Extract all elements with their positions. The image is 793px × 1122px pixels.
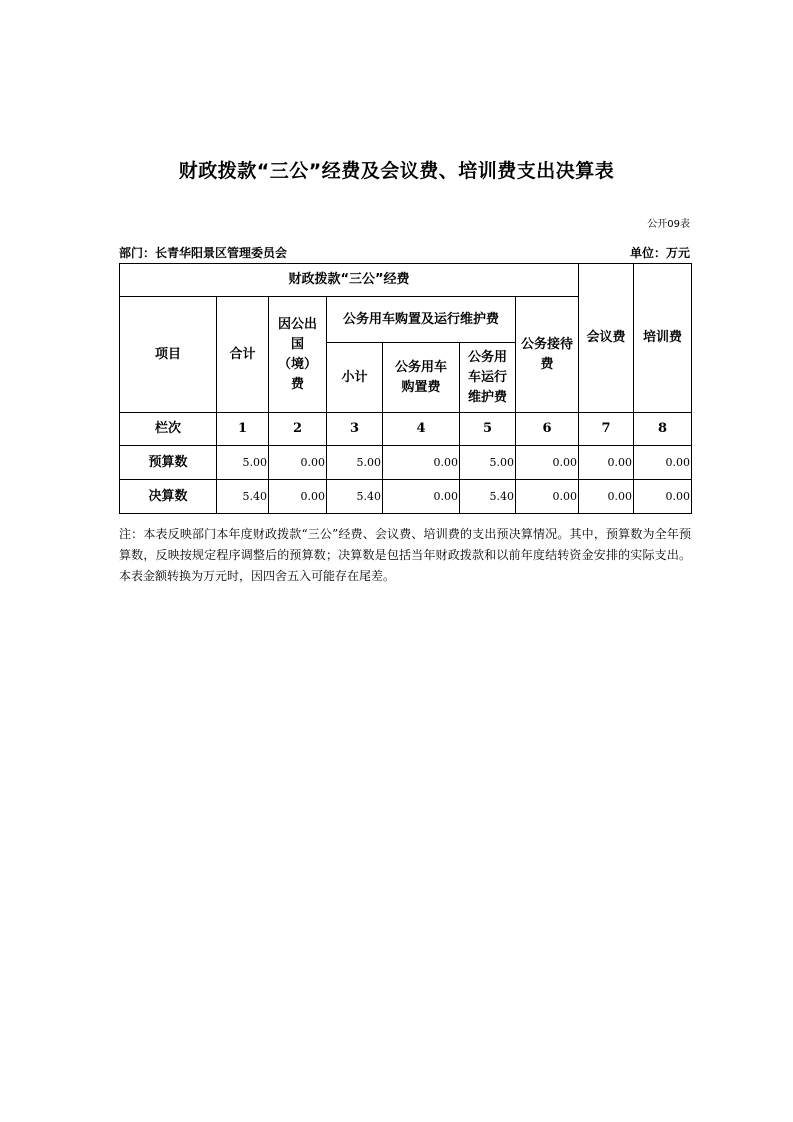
value-cell: 0.00: [516, 480, 579, 514]
header-vehicle-group: 公务用车购置及运行维护费: [327, 297, 516, 343]
unit-label: 单位：万元: [629, 246, 690, 260]
header-item: 项目: [120, 297, 217, 413]
row-label-final: 决算数: [120, 480, 217, 514]
page-title: 财政拨款“三公”经费及会议费、培训费支出决算表: [178, 160, 615, 182]
table-footnote: 注：本表反映部门本年度财政拨款“三公”经费、会议费、培训费的支出预决算情况。其中，预算数为全年预算数，反映按规定程序调整后的预算数；决算数是包括当年财政拨款和以前年度结转资金安排的实际支出。本表金额转换为万元时，因四舍五入可能存在尾差。: [119, 527, 691, 583]
value-cell: 0.00: [634, 446, 692, 480]
row-label-budget: 预算数: [120, 446, 217, 480]
value-cell: 5.00: [217, 446, 269, 480]
header-subtotal: 小计: [327, 343, 383, 413]
department-label: 部门：长青华阳景区管理委员会: [119, 246, 288, 260]
header-training: 培训费: [634, 264, 692, 413]
index-cell: 5: [460, 413, 516, 446]
table-row-budget: [120, 446, 692, 480]
value-cell: 5.40: [327, 480, 383, 514]
value-cell: 5.40: [217, 480, 269, 514]
value-cell: 5.00: [460, 446, 516, 480]
value-cell: 0.00: [579, 446, 634, 480]
value-cell: 0.00: [579, 480, 634, 514]
value-cell: 0.00: [269, 446, 327, 480]
header-three-public: 财政拨款“三公”经费: [120, 264, 579, 297]
index-cell: 2: [269, 413, 327, 446]
index-row: [120, 413, 692, 446]
expenditure-table: [119, 263, 692, 514]
value-cell: 0.00: [269, 480, 327, 514]
table-row-final: [120, 480, 692, 514]
header-meeting: 会议费: [579, 264, 634, 413]
index-cell: 1: [217, 413, 269, 446]
value-cell: 0.00: [516, 446, 579, 480]
header-total: 合计: [217, 297, 269, 413]
index-cell: 7: [579, 413, 634, 446]
index-cell: 6: [516, 413, 579, 446]
index-row-label: 栏次: [120, 413, 217, 446]
header-vehicle-purchase: 公务用车购置费: [383, 343, 460, 413]
header-row-1: [120, 264, 692, 297]
index-cell: 8: [634, 413, 692, 446]
header-reception: 公务接待费: [516, 297, 579, 413]
value-cell: 0.00: [383, 446, 460, 480]
header-vehicle-running: 公务用车运行维护费: [460, 343, 516, 413]
index-cell: 4: [383, 413, 460, 446]
value-cell: 0.00: [634, 480, 692, 514]
value-cell: 5.40: [460, 480, 516, 514]
header-abroad: 因公出国（境）费: [269, 297, 327, 413]
value-cell: 5.00: [327, 446, 383, 480]
table-number: 公开09表: [647, 219, 690, 230]
value-cell: 0.00: [383, 480, 460, 514]
index-cell: 3: [327, 413, 383, 446]
